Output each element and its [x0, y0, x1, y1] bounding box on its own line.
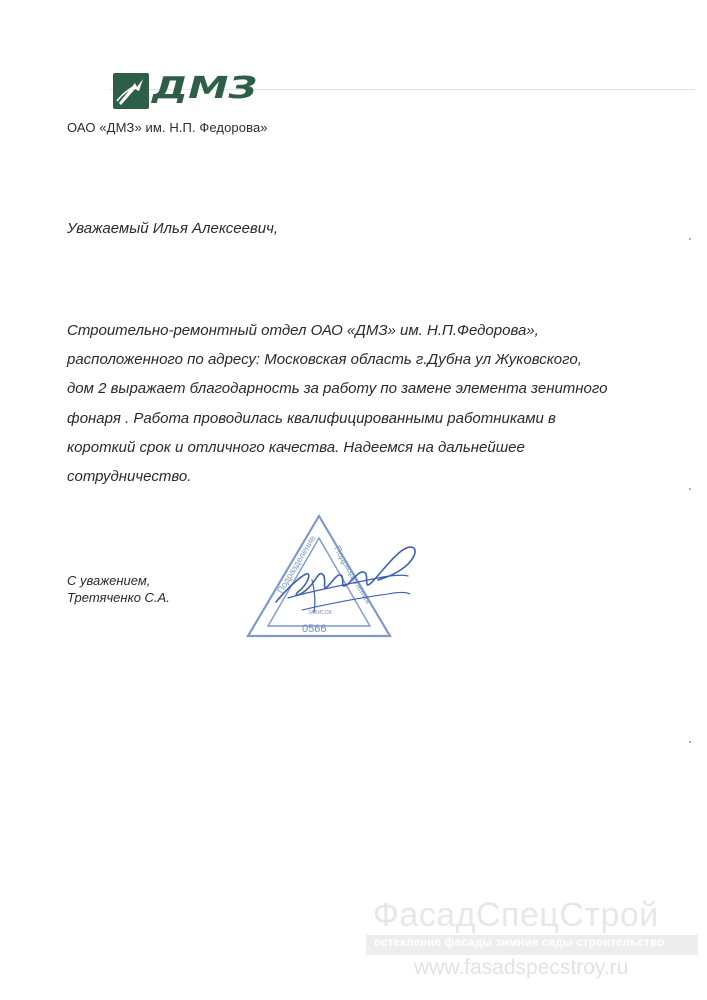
body-line: короткий срок и отличного качества. Надеемся на дальнейшее: [67, 438, 525, 456]
company-name: ОАО «ДМЗ» им. Н.П. Федорова»: [67, 120, 268, 135]
watermark-url: www.fasadspecstroy.ru: [414, 956, 629, 979]
body-line: фонаря . Работа проводилась квалифицированными работниками в: [67, 409, 556, 427]
handwritten-signature: [268, 540, 438, 620]
closing-regards: С уважением,: [67, 573, 151, 588]
salutation: Уважаемый Илья Алексеевич,: [67, 220, 279, 237]
svg-text:ЗАВИСОВ: ЗАВИСОВ: [308, 610, 333, 616]
closing-signer: Третяченко С.А.: [67, 590, 170, 605]
scan-speck: [689, 238, 691, 240]
watermark-subtitle: остекление фасады зимние сады строительство: [374, 937, 665, 949]
logo-text: ДМЗ: [152, 71, 258, 106]
body-line: расположенного по адресу: Московская область г.Дубна ул Жуковского,: [67, 351, 582, 369]
stamp-number: 0566: [302, 623, 327, 635]
svg-text:Подразделения: Подразделения: [332, 544, 374, 606]
scan-speck: [689, 488, 691, 490]
svg-text:Подразделение: Подразделение: [275, 533, 318, 596]
letter-body: [67, 316, 627, 491]
body-line: сотрудничество.: [67, 468, 192, 486]
body-line: дом 2 выражает благодарность за работу по замене элемента зенитного: [67, 380, 608, 398]
body-line: Строительно-ремонтный отдел ОАО «ДМЗ» им. Н.П.Федорова»,: [67, 322, 539, 339]
scan-speck: [689, 741, 691, 743]
dmz-logo-icon: [113, 73, 149, 109]
closing-block: [67, 572, 170, 606]
watermark-title: ФасадСпецСтрой: [373, 896, 659, 934]
